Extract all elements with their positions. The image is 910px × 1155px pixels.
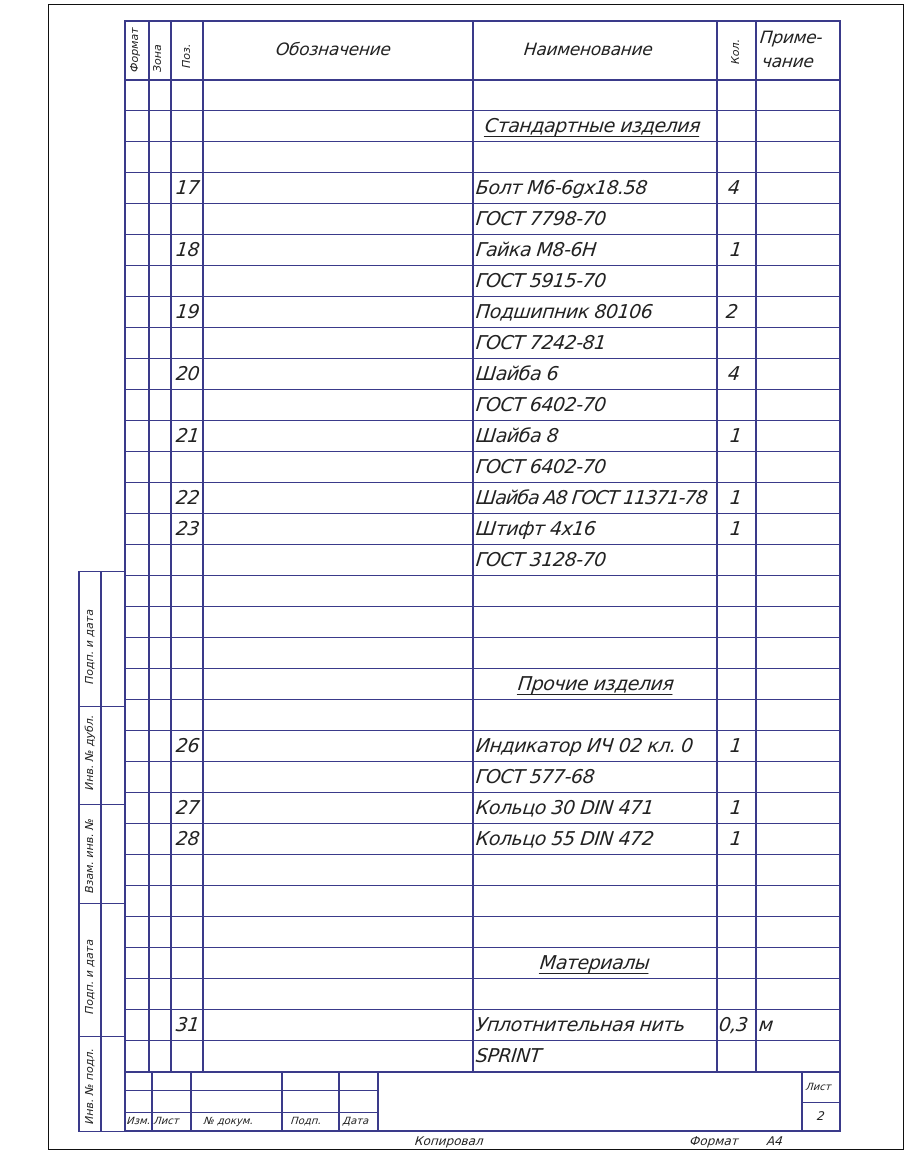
- row-name: ГОСТ 577-68: [474, 766, 596, 788]
- sheet-label: Лист: [805, 1082, 832, 1093]
- footer-format-value: А4: [766, 1134, 784, 1148]
- row-line: [124, 575, 841, 576]
- title-col-doc: № докум.: [203, 1116, 254, 1127]
- row-line: [124, 358, 841, 359]
- title-col-sign: Подп.: [290, 1116, 322, 1127]
- col-line-note: [755, 20, 757, 1072]
- row-line: [124, 482, 841, 483]
- row-pos: 31: [174, 1014, 201, 1036]
- stamp-strip-left: [78, 571, 80, 1132]
- row-qty: 1: [728, 425, 743, 447]
- header-name: Наименование: [523, 40, 654, 60]
- stamp-inv-orig: Инв. № подл.: [83, 1048, 96, 1124]
- header-bottom-line: [124, 79, 841, 81]
- row-pos: 17: [174, 177, 201, 199]
- title-col-line: [281, 1071, 283, 1132]
- row-line: [124, 234, 841, 235]
- row-line: [124, 823, 841, 824]
- header-pos: Поз.: [180, 43, 193, 68]
- row-qty: 4: [726, 363, 741, 385]
- stamp-sign-date-2: Подп. и дата: [83, 939, 96, 1014]
- title-col-date: Дата: [342, 1116, 370, 1127]
- row-line: [124, 172, 841, 173]
- footer-copied: Копировал: [414, 1134, 485, 1148]
- row-qty: 1: [728, 735, 743, 757]
- row-name: Болт М6-6gx18.58: [474, 177, 649, 199]
- row-name: Кольцо 55 DIN 472: [474, 828, 655, 850]
- row-name: Шайба 8: [474, 425, 560, 447]
- row-line: [124, 668, 841, 669]
- row-line: [124, 141, 841, 142]
- row-name: Гайка М8-6Н: [474, 239, 598, 261]
- stamp-inv-dup: Инв. № дубл.: [83, 714, 96, 790]
- row-name: ГОСТ 6402-70: [474, 394, 608, 416]
- stamp-line: [78, 706, 125, 707]
- row-pos: 18: [174, 239, 201, 261]
- footer-format-label: Формат: [689, 1134, 740, 1148]
- title-col-line: [338, 1071, 340, 1132]
- section-standard: Стандартные изделия: [483, 115, 702, 137]
- col-line-zone: [148, 20, 150, 1072]
- row-line: [124, 544, 841, 545]
- section-materials: Материалы: [538, 952, 651, 974]
- row-name: Шайба А8 ГОСТ 11371-78: [474, 487, 708, 509]
- table-bottom-line: [124, 1071, 841, 1073]
- row-line: [124, 389, 841, 390]
- col-line-pos: [170, 20, 172, 1072]
- row-qty: 1: [728, 239, 743, 261]
- title-col-line: [377, 1071, 379, 1132]
- title-col-line: [190, 1071, 192, 1132]
- header-zone: Зона: [151, 44, 164, 72]
- row-name: ГОСТ 7798-70: [474, 208, 608, 230]
- row-pos: 27: [174, 797, 201, 819]
- row-name: Уплотнительная нить: [474, 1014, 686, 1036]
- row-line: [124, 978, 841, 979]
- stamp-line: [78, 804, 125, 805]
- row-line: [124, 1040, 841, 1041]
- row-line: [124, 110, 841, 111]
- header-note-line2: чание: [761, 52, 815, 72]
- row-name: ГОСТ 5915-70: [474, 270, 608, 292]
- row-qty: 0,3: [717, 1014, 749, 1036]
- row-name: Индикатор ИЧ 02 кл. 0: [474, 735, 695, 757]
- row-name: Подшипник 80106: [474, 301, 654, 323]
- row-qty: 2: [724, 301, 739, 323]
- row-line: [124, 327, 841, 328]
- header-note-line1: Приме-: [759, 28, 824, 48]
- header-qty: Кол.: [729, 38, 742, 64]
- row-line: [124, 296, 841, 297]
- section-other: Прочие изделия: [516, 673, 675, 695]
- title-line: [124, 1112, 378, 1113]
- row-name: SPRINT: [474, 1045, 543, 1067]
- row-line: [124, 699, 841, 700]
- row-pos: 19: [174, 301, 201, 323]
- title-line: [124, 1090, 378, 1091]
- row-line: [124, 451, 841, 452]
- col-line-name: [472, 20, 474, 1072]
- row-line: [124, 513, 841, 514]
- row-line: [124, 730, 841, 731]
- row-pos: 22: [174, 487, 201, 509]
- row-line: [124, 420, 841, 421]
- row-name: ГОСТ 3128-70: [474, 549, 608, 571]
- row-line: [124, 885, 841, 886]
- stamp-replace-inv: Взам. инв. №: [83, 818, 96, 893]
- row-pos: 20: [174, 363, 201, 385]
- row-line: [124, 792, 841, 793]
- header-format: Формат: [128, 27, 141, 72]
- row-name: Шайба 6: [474, 363, 560, 385]
- stamp-line: [78, 1036, 125, 1037]
- title-col-sheet: Лист: [153, 1116, 180, 1127]
- col-line-designation: [202, 20, 204, 1072]
- row-name: Кольцо 30 DIN 471: [474, 797, 655, 819]
- row-note: м: [757, 1014, 775, 1036]
- row-qty: 1: [728, 518, 743, 540]
- row-pos: 26: [174, 735, 201, 757]
- sheet-box-line: [801, 1102, 841, 1103]
- stamp-sign-date-1: Подп. и дата: [83, 609, 96, 684]
- title-col-change: Изм.: [126, 1116, 152, 1127]
- row-pos: 21: [174, 425, 201, 447]
- row-qty: 1: [728, 487, 743, 509]
- stamp-line: [78, 1131, 125, 1132]
- row-qty: 1: [728, 828, 743, 850]
- col-line-qty: [716, 20, 718, 1072]
- row-line: [124, 854, 841, 855]
- stamp-strip-mid: [100, 571, 102, 1132]
- header-designation: Обозначение: [275, 40, 392, 60]
- row-line: [124, 265, 841, 266]
- title-col-line: [151, 1071, 153, 1132]
- row-name: ГОСТ 7242-81: [474, 332, 608, 354]
- row-line: [124, 1009, 841, 1010]
- sheet-number: 2: [816, 1109, 826, 1123]
- row-line: [124, 916, 841, 917]
- stamp-line: [78, 903, 125, 904]
- row-line: [124, 637, 841, 638]
- row-line: [124, 947, 841, 948]
- row-line: [124, 761, 841, 762]
- row-qty: 4: [726, 177, 741, 199]
- row-name: Штифт 4x16: [474, 518, 597, 540]
- row-name: ГОСТ 6402-70: [474, 456, 608, 478]
- row-qty: 1: [728, 797, 743, 819]
- row-line: [124, 606, 841, 607]
- stamp-line: [78, 571, 125, 572]
- row-line: [124, 203, 841, 204]
- row-pos: 23: [174, 518, 201, 540]
- row-pos: 28: [174, 828, 201, 850]
